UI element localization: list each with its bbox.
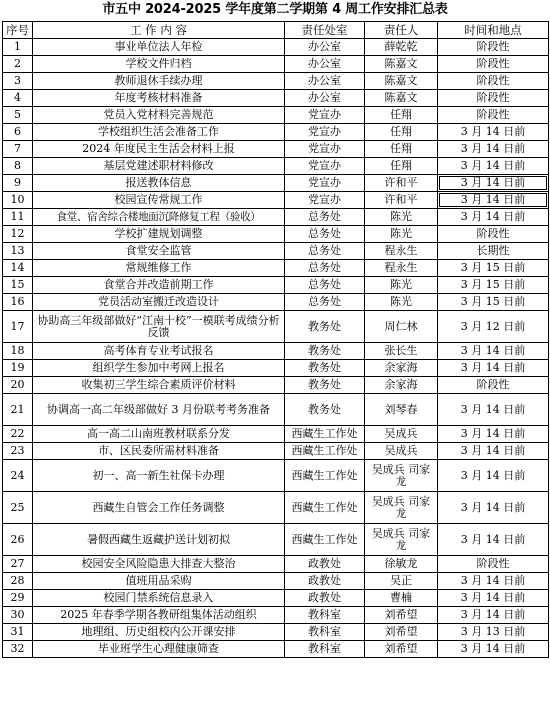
table-row bbox=[3, 56, 549, 73]
row-number: 11 bbox=[3, 209, 33, 226]
task-cell: 报送教体信息 bbox=[33, 175, 285, 192]
row-number: 15 bbox=[3, 277, 33, 294]
department-cell: 党宣办 bbox=[285, 192, 365, 209]
responsible-person-cell: 任翔 bbox=[365, 141, 438, 158]
department-cell: 党宣办 bbox=[285, 124, 365, 141]
responsible-person-cell: 吴成兵 bbox=[365, 426, 438, 443]
responsible-person-cell: 陈光 bbox=[365, 277, 438, 294]
responsible-person-cell: 陈光 bbox=[365, 294, 438, 311]
table-row bbox=[3, 141, 549, 158]
table-row bbox=[3, 460, 549, 492]
task-cell: 初一、高一新生社保卡办理 bbox=[33, 460, 285, 492]
responsible-person-cell: 徐敏龙 bbox=[365, 556, 438, 573]
time-cell: 3 月 14 日前 bbox=[438, 360, 549, 377]
task-cell: 学校文件归档 bbox=[33, 56, 285, 73]
task-cell: 校园门禁系统信息录入 bbox=[33, 590, 285, 607]
time-cell: 3 月 14 日前 bbox=[438, 426, 549, 443]
time-cell: 阶段性 bbox=[438, 107, 549, 124]
table-row bbox=[3, 124, 549, 141]
time-cell: 长期性 bbox=[438, 243, 549, 260]
table-row bbox=[3, 209, 549, 226]
time-cell: 3 月 13 日前 bbox=[438, 624, 549, 641]
task-cell: 毕业班学生心理健康筛查 bbox=[33, 641, 285, 658]
department-cell: 总务处 bbox=[285, 243, 365, 260]
department-cell: 西藏生工作处 bbox=[285, 426, 365, 443]
responsible-person-cell: 陈嘉文 bbox=[365, 90, 438, 107]
row-number: 10 bbox=[3, 192, 33, 209]
time-cell: 3 月 14 日前 bbox=[438, 141, 549, 158]
time-cell bbox=[438, 192, 549, 209]
table-row bbox=[3, 641, 549, 658]
table-row bbox=[3, 226, 549, 243]
row-number: 21 bbox=[3, 394, 33, 426]
time-cell: 3 月 14 日前 bbox=[438, 573, 549, 590]
row-number: 29 bbox=[3, 590, 33, 607]
table-row bbox=[3, 492, 549, 524]
responsible-person-cell: 张长生 bbox=[365, 343, 438, 360]
time-cell: 3 月 15 日前 bbox=[438, 294, 549, 311]
department-cell: 党宣办 bbox=[285, 175, 365, 192]
task-cell: 高一高二山南班教材联系分发 bbox=[33, 426, 285, 443]
time-value: 3 月 14 日前 bbox=[439, 193, 547, 207]
table-body bbox=[3, 39, 549, 658]
task-cell: 高考体育专业考试报名 bbox=[33, 343, 285, 360]
department-cell: 办公室 bbox=[285, 56, 365, 73]
responsible-person-cell: 刘希望 bbox=[365, 607, 438, 624]
row-number: 20 bbox=[3, 377, 33, 394]
department-cell: 教务处 bbox=[285, 343, 365, 360]
header-person: 责任人 bbox=[365, 22, 438, 39]
row-number: 25 bbox=[3, 492, 33, 524]
row-number: 3 bbox=[3, 73, 33, 90]
task-cell: 基层党建述职材料修改 bbox=[33, 158, 285, 175]
row-number: 26 bbox=[3, 524, 33, 556]
table-row bbox=[3, 243, 549, 260]
row-number: 30 bbox=[3, 607, 33, 624]
table-row bbox=[3, 556, 549, 573]
responsible-person-cell: 陈嘉文 bbox=[365, 56, 438, 73]
department-cell: 教务处 bbox=[285, 360, 365, 377]
task-cell: 年度考核材料准备 bbox=[33, 90, 285, 107]
time-cell: 阶段性 bbox=[438, 90, 549, 107]
time-cell: 3 月 14 日前 bbox=[438, 524, 549, 556]
time-cell: 3 月 14 日前 bbox=[438, 394, 549, 426]
responsible-person-cell: 吴正 bbox=[365, 573, 438, 590]
time-cell: 3 月 15 日前 bbox=[438, 260, 549, 277]
table-row bbox=[3, 573, 549, 590]
department-cell: 教科室 bbox=[285, 641, 365, 658]
task-cell: 党员入党材料完善规范 bbox=[33, 107, 285, 124]
department-cell: 政教处 bbox=[285, 573, 365, 590]
task-cell: 协调高一高二年级部做好 3 月份联考考务准备 bbox=[33, 394, 285, 426]
task-cell: 收集初三学生综合素质评价材料 bbox=[33, 377, 285, 394]
row-number: 31 bbox=[3, 624, 33, 641]
row-number: 4 bbox=[3, 90, 33, 107]
department-cell: 教务处 bbox=[285, 394, 365, 426]
task-cell: 党员活动室搬迁改造设计 bbox=[33, 294, 285, 311]
responsible-person-cell: 陈嘉文 bbox=[365, 73, 438, 90]
row-number: 7 bbox=[3, 141, 33, 158]
responsible-person-cell: 刘琴春 bbox=[365, 394, 438, 426]
responsible-person-cell: 刘希望 bbox=[365, 641, 438, 658]
row-number: 19 bbox=[3, 360, 33, 377]
header-dept: 责任处室 bbox=[285, 22, 365, 39]
table-row bbox=[3, 294, 549, 311]
row-number: 16 bbox=[3, 294, 33, 311]
department-cell: 总务处 bbox=[285, 260, 365, 277]
task-cell: 暑假西藏生返藏护送计划初拟 bbox=[33, 524, 285, 556]
row-number: 18 bbox=[3, 343, 33, 360]
row-number: 23 bbox=[3, 443, 33, 460]
responsible-person-cell: 吴成兵 司家龙 bbox=[365, 460, 438, 492]
responsible-person-cell: 余家海 bbox=[365, 360, 438, 377]
row-number: 27 bbox=[3, 556, 33, 573]
responsible-person-cell: 任翔 bbox=[365, 158, 438, 175]
task-cell: 2025 年春季学期各教研组集体活动组织 bbox=[33, 607, 285, 624]
responsible-person-cell: 余家海 bbox=[365, 377, 438, 394]
time-cell: 阶段性 bbox=[438, 39, 549, 56]
table-row bbox=[3, 590, 549, 607]
table-row bbox=[3, 443, 549, 460]
table-row bbox=[3, 90, 549, 107]
table-row bbox=[3, 158, 549, 175]
task-cell: 食堂安全监管 bbox=[33, 243, 285, 260]
table-header-row bbox=[3, 22, 549, 39]
time-cell: 3 月 14 日前 bbox=[438, 492, 549, 524]
department-cell: 党宣办 bbox=[285, 107, 365, 124]
task-cell: 校园宣传常规工作 bbox=[33, 192, 285, 209]
row-number: 13 bbox=[3, 243, 33, 260]
department-cell: 教务处 bbox=[285, 311, 365, 343]
responsible-person-cell: 吴成兵 司家龙 bbox=[365, 492, 438, 524]
responsible-person-cell: 程永生 bbox=[365, 243, 438, 260]
row-number: 14 bbox=[3, 260, 33, 277]
table-row bbox=[3, 175, 549, 192]
time-cell: 3 月 14 日前 bbox=[438, 124, 549, 141]
row-number: 32 bbox=[3, 641, 33, 658]
department-cell: 西藏生工作处 bbox=[285, 460, 365, 492]
header-no: 序号 bbox=[3, 22, 33, 39]
row-number: 17 bbox=[3, 311, 33, 343]
page-title: 市五中 2024-2025 学年度第二学期第 4 周工作安排汇总表 bbox=[102, 2, 448, 17]
department-cell: 总务处 bbox=[285, 294, 365, 311]
task-cell: 食堂合并改造前期工作 bbox=[33, 277, 285, 294]
row-number: 6 bbox=[3, 124, 33, 141]
task-cell: 教师退休手续办理 bbox=[33, 73, 285, 90]
time-cell: 阶段性 bbox=[438, 56, 549, 73]
task-cell: 组织学生参加中考网上报名 bbox=[33, 360, 285, 377]
department-cell: 政教处 bbox=[285, 556, 365, 573]
responsible-person-cell: 许和平 bbox=[365, 192, 438, 209]
table-row bbox=[3, 343, 549, 360]
time-cell: 3 月 14 日前 bbox=[438, 460, 549, 492]
table-row bbox=[3, 377, 549, 394]
table-row bbox=[3, 394, 549, 426]
responsible-person-cell: 曹楠 bbox=[365, 590, 438, 607]
row-number: 2 bbox=[3, 56, 33, 73]
responsible-person-cell: 吴成兵 司家龙 bbox=[365, 524, 438, 556]
table-row bbox=[3, 192, 549, 209]
department-cell: 办公室 bbox=[285, 73, 365, 90]
responsible-person-cell: 陈光 bbox=[365, 209, 438, 226]
table-row bbox=[3, 260, 549, 277]
department-cell: 西藏生工作处 bbox=[285, 492, 365, 524]
task-cell: 协助高三年级部做好“江南十校”一模联考成绩分析反馈 bbox=[33, 311, 285, 343]
time-cell: 3 月 14 日前 bbox=[438, 158, 549, 175]
time-cell: 3 月 12 日前 bbox=[438, 311, 549, 343]
row-number: 28 bbox=[3, 573, 33, 590]
table-row bbox=[3, 277, 549, 294]
department-cell: 教科室 bbox=[285, 607, 365, 624]
row-number: 22 bbox=[3, 426, 33, 443]
table-row bbox=[3, 426, 549, 443]
department-cell: 教科室 bbox=[285, 624, 365, 641]
row-number: 9 bbox=[3, 175, 33, 192]
responsible-person-cell: 程永生 bbox=[365, 260, 438, 277]
department-cell: 党宣办 bbox=[285, 141, 365, 158]
department-cell: 党宣办 bbox=[285, 158, 365, 175]
table-row bbox=[3, 624, 549, 641]
department-cell: 西藏生工作处 bbox=[285, 443, 365, 460]
row-number: 24 bbox=[3, 460, 33, 492]
task-cell: 校园安全风险隐患大排查大整治 bbox=[33, 556, 285, 573]
department-cell: 政教处 bbox=[285, 590, 365, 607]
responsible-person-cell: 刘希望 bbox=[365, 624, 438, 641]
responsible-person-cell: 许和平 bbox=[365, 175, 438, 192]
row-number: 5 bbox=[3, 107, 33, 124]
task-cell: 学校扩建规划调整 bbox=[33, 226, 285, 243]
time-cell: 阶段性 bbox=[438, 73, 549, 90]
time-cell bbox=[438, 175, 549, 192]
time-cell: 3 月 14 日前 bbox=[438, 607, 549, 624]
department-cell: 办公室 bbox=[285, 39, 365, 56]
table-row bbox=[3, 73, 549, 90]
table-row bbox=[3, 524, 549, 556]
time-cell: 3 月 14 日前 bbox=[438, 590, 549, 607]
table-row bbox=[3, 311, 549, 343]
table-row bbox=[3, 39, 549, 56]
department-cell: 总务处 bbox=[285, 226, 365, 243]
row-number: 8 bbox=[3, 158, 33, 175]
time-cell: 阶段性 bbox=[438, 377, 549, 394]
row-number: 12 bbox=[3, 226, 33, 243]
task-cell: 事业单位法人年检 bbox=[33, 39, 285, 56]
time-cell: 阶段性 bbox=[438, 556, 549, 573]
row-number: 1 bbox=[3, 39, 33, 56]
time-cell: 3 月 14 日前 bbox=[438, 443, 549, 460]
task-cell: 2024 年度民主生活会材料上报 bbox=[33, 141, 285, 158]
table-row bbox=[3, 607, 549, 624]
department-cell: 办公室 bbox=[285, 90, 365, 107]
time-cell: 3 月 14 日前 bbox=[438, 343, 549, 360]
task-cell: 值班用品采购 bbox=[33, 573, 285, 590]
time-value: 3 月 14 日前 bbox=[439, 176, 547, 190]
task-cell: 西藏生自管会工作任务调整 bbox=[33, 492, 285, 524]
responsible-person-cell: 任翔 bbox=[365, 107, 438, 124]
responsible-person-cell: 周仁林 bbox=[365, 311, 438, 343]
table-row bbox=[3, 107, 549, 124]
work-schedule-table bbox=[2, 21, 549, 658]
department-cell: 总务处 bbox=[285, 277, 365, 294]
department-cell: 总务处 bbox=[285, 209, 365, 226]
responsible-person-cell: 薛乾乾 bbox=[365, 39, 438, 56]
time-cell: 3 月 14 日前 bbox=[438, 209, 549, 226]
task-cell: 食堂、宿舍综合楼地面沉降修复工程（验收） bbox=[33, 209, 285, 226]
time-cell: 3 月 15 日前 bbox=[438, 277, 549, 294]
header-task: 工 作 内 容 bbox=[33, 22, 285, 39]
task-cell: 市、区民委所需材料准备 bbox=[33, 443, 285, 460]
time-cell: 3 月 14 日前 bbox=[438, 641, 549, 658]
responsible-person-cell: 吴成兵 bbox=[365, 443, 438, 460]
task-cell: 学校组织生活会准备工作 bbox=[33, 124, 285, 141]
task-cell: 常规维修工作 bbox=[33, 260, 285, 277]
task-cell: 地理组、历史组校内公开课安排 bbox=[33, 624, 285, 641]
responsible-person-cell: 陈光 bbox=[365, 226, 438, 243]
responsible-person-cell: 任翔 bbox=[365, 124, 438, 141]
time-cell: 阶段性 bbox=[438, 226, 549, 243]
department-cell: 西藏生工作处 bbox=[285, 524, 365, 556]
table-row bbox=[3, 360, 549, 377]
header-time: 时间和地点 bbox=[438, 22, 549, 39]
department-cell: 教务处 bbox=[285, 377, 365, 394]
